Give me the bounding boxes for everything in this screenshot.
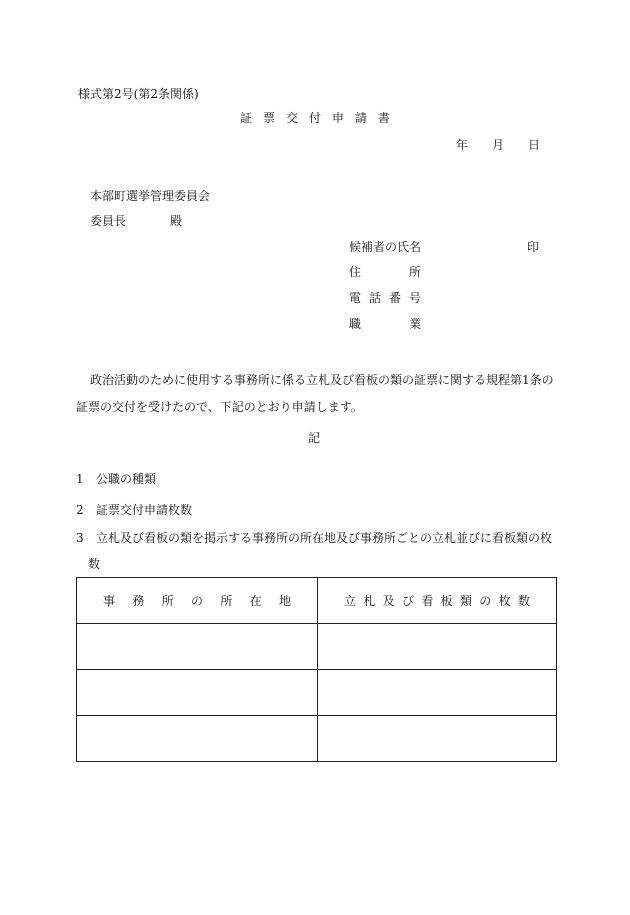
table-cell-count[interactable]	[318, 624, 557, 670]
body-line-2: 証票の交付を受けたので、下記のとおり申請します。	[76, 400, 363, 414]
seal-mark: 印	[527, 240, 540, 254]
title-char: 証	[240, 111, 253, 125]
table-cell-count[interactable]	[318, 670, 557, 716]
header-char: び	[401, 594, 414, 608]
applicant-name-label: 候補者の氏名	[349, 240, 422, 254]
header-office-location	[77, 578, 318, 624]
table-cell-location[interactable]	[77, 624, 318, 670]
applicant-address-label	[349, 264, 421, 280]
header-char: 看	[421, 594, 434, 608]
title-char: 書	[377, 111, 390, 125]
title-char: 申	[331, 111, 344, 125]
table-cell-count[interactable]	[318, 716, 557, 762]
office-sign-table	[76, 577, 557, 762]
table-row	[77, 670, 557, 716]
header-char: 務	[132, 594, 145, 608]
form-number: 様式第2号(第2条関係)	[78, 87, 199, 101]
label-char: 番	[388, 291, 401, 305]
label-char: 号	[408, 291, 421, 305]
title-char: 交	[285, 111, 298, 125]
table-row	[77, 716, 557, 762]
header-char: 札	[363, 594, 376, 608]
document-title	[240, 110, 390, 126]
label-char: 業	[408, 317, 421, 331]
title-char: 付	[308, 111, 321, 125]
ki-heading: 記	[308, 431, 321, 445]
title-char: 票	[262, 111, 275, 125]
item-text: 証票交付申請枚数	[96, 503, 193, 517]
item-number: 1	[76, 472, 84, 486]
table-header-row	[77, 578, 557, 624]
header-sign-count	[318, 578, 557, 624]
item-number: 3	[76, 531, 84, 545]
header-char: の	[190, 594, 203, 608]
item-text-wrap: 数	[88, 557, 101, 571]
header-char: 類	[459, 594, 472, 608]
header-char: 事	[103, 594, 116, 608]
item-number: 2	[76, 503, 84, 517]
body-line-1: 政治活動のために使用する事務所に係る立札及び看板の類の証票に関する規程第1条の	[90, 373, 554, 387]
header-char: 枚	[498, 594, 511, 608]
label-char: 電	[349, 291, 362, 305]
applicant-occupation-label	[349, 316, 421, 332]
header-char: 在	[249, 594, 262, 608]
title-char: 請	[354, 111, 367, 125]
label-char: 話	[368, 291, 381, 305]
header-char: 及	[382, 594, 395, 608]
date-month: 月	[492, 138, 505, 152]
header-char: 地	[278, 594, 291, 608]
item-text: 立札及び看板の類を掲示する事務所の所在地及び事務所ごとの立札並びに看板類の枚	[96, 531, 553, 545]
label-char: 所	[408, 265, 421, 279]
date-day: 日	[528, 138, 541, 152]
table-cell-location[interactable]	[77, 716, 318, 762]
table-cell-location[interactable]	[77, 670, 318, 716]
applicant-phone-label	[349, 290, 421, 306]
header-char: 板	[440, 594, 453, 608]
header-char: の	[479, 594, 492, 608]
header-char: 所	[161, 594, 174, 608]
table-row	[77, 624, 557, 670]
date-year: 年	[456, 138, 469, 152]
header-char: 数	[517, 594, 530, 608]
addressee-chairman: 委員長	[90, 214, 127, 228]
addressee-honorific: 殿	[170, 214, 183, 228]
label-char: 住	[349, 265, 362, 279]
header-char: 所	[220, 594, 233, 608]
header-char: 立	[344, 594, 357, 608]
item-text: 公職の種類	[96, 472, 157, 486]
label-char: 職	[349, 317, 362, 331]
addressee-org: 本部町選挙管理委員会	[90, 189, 211, 203]
